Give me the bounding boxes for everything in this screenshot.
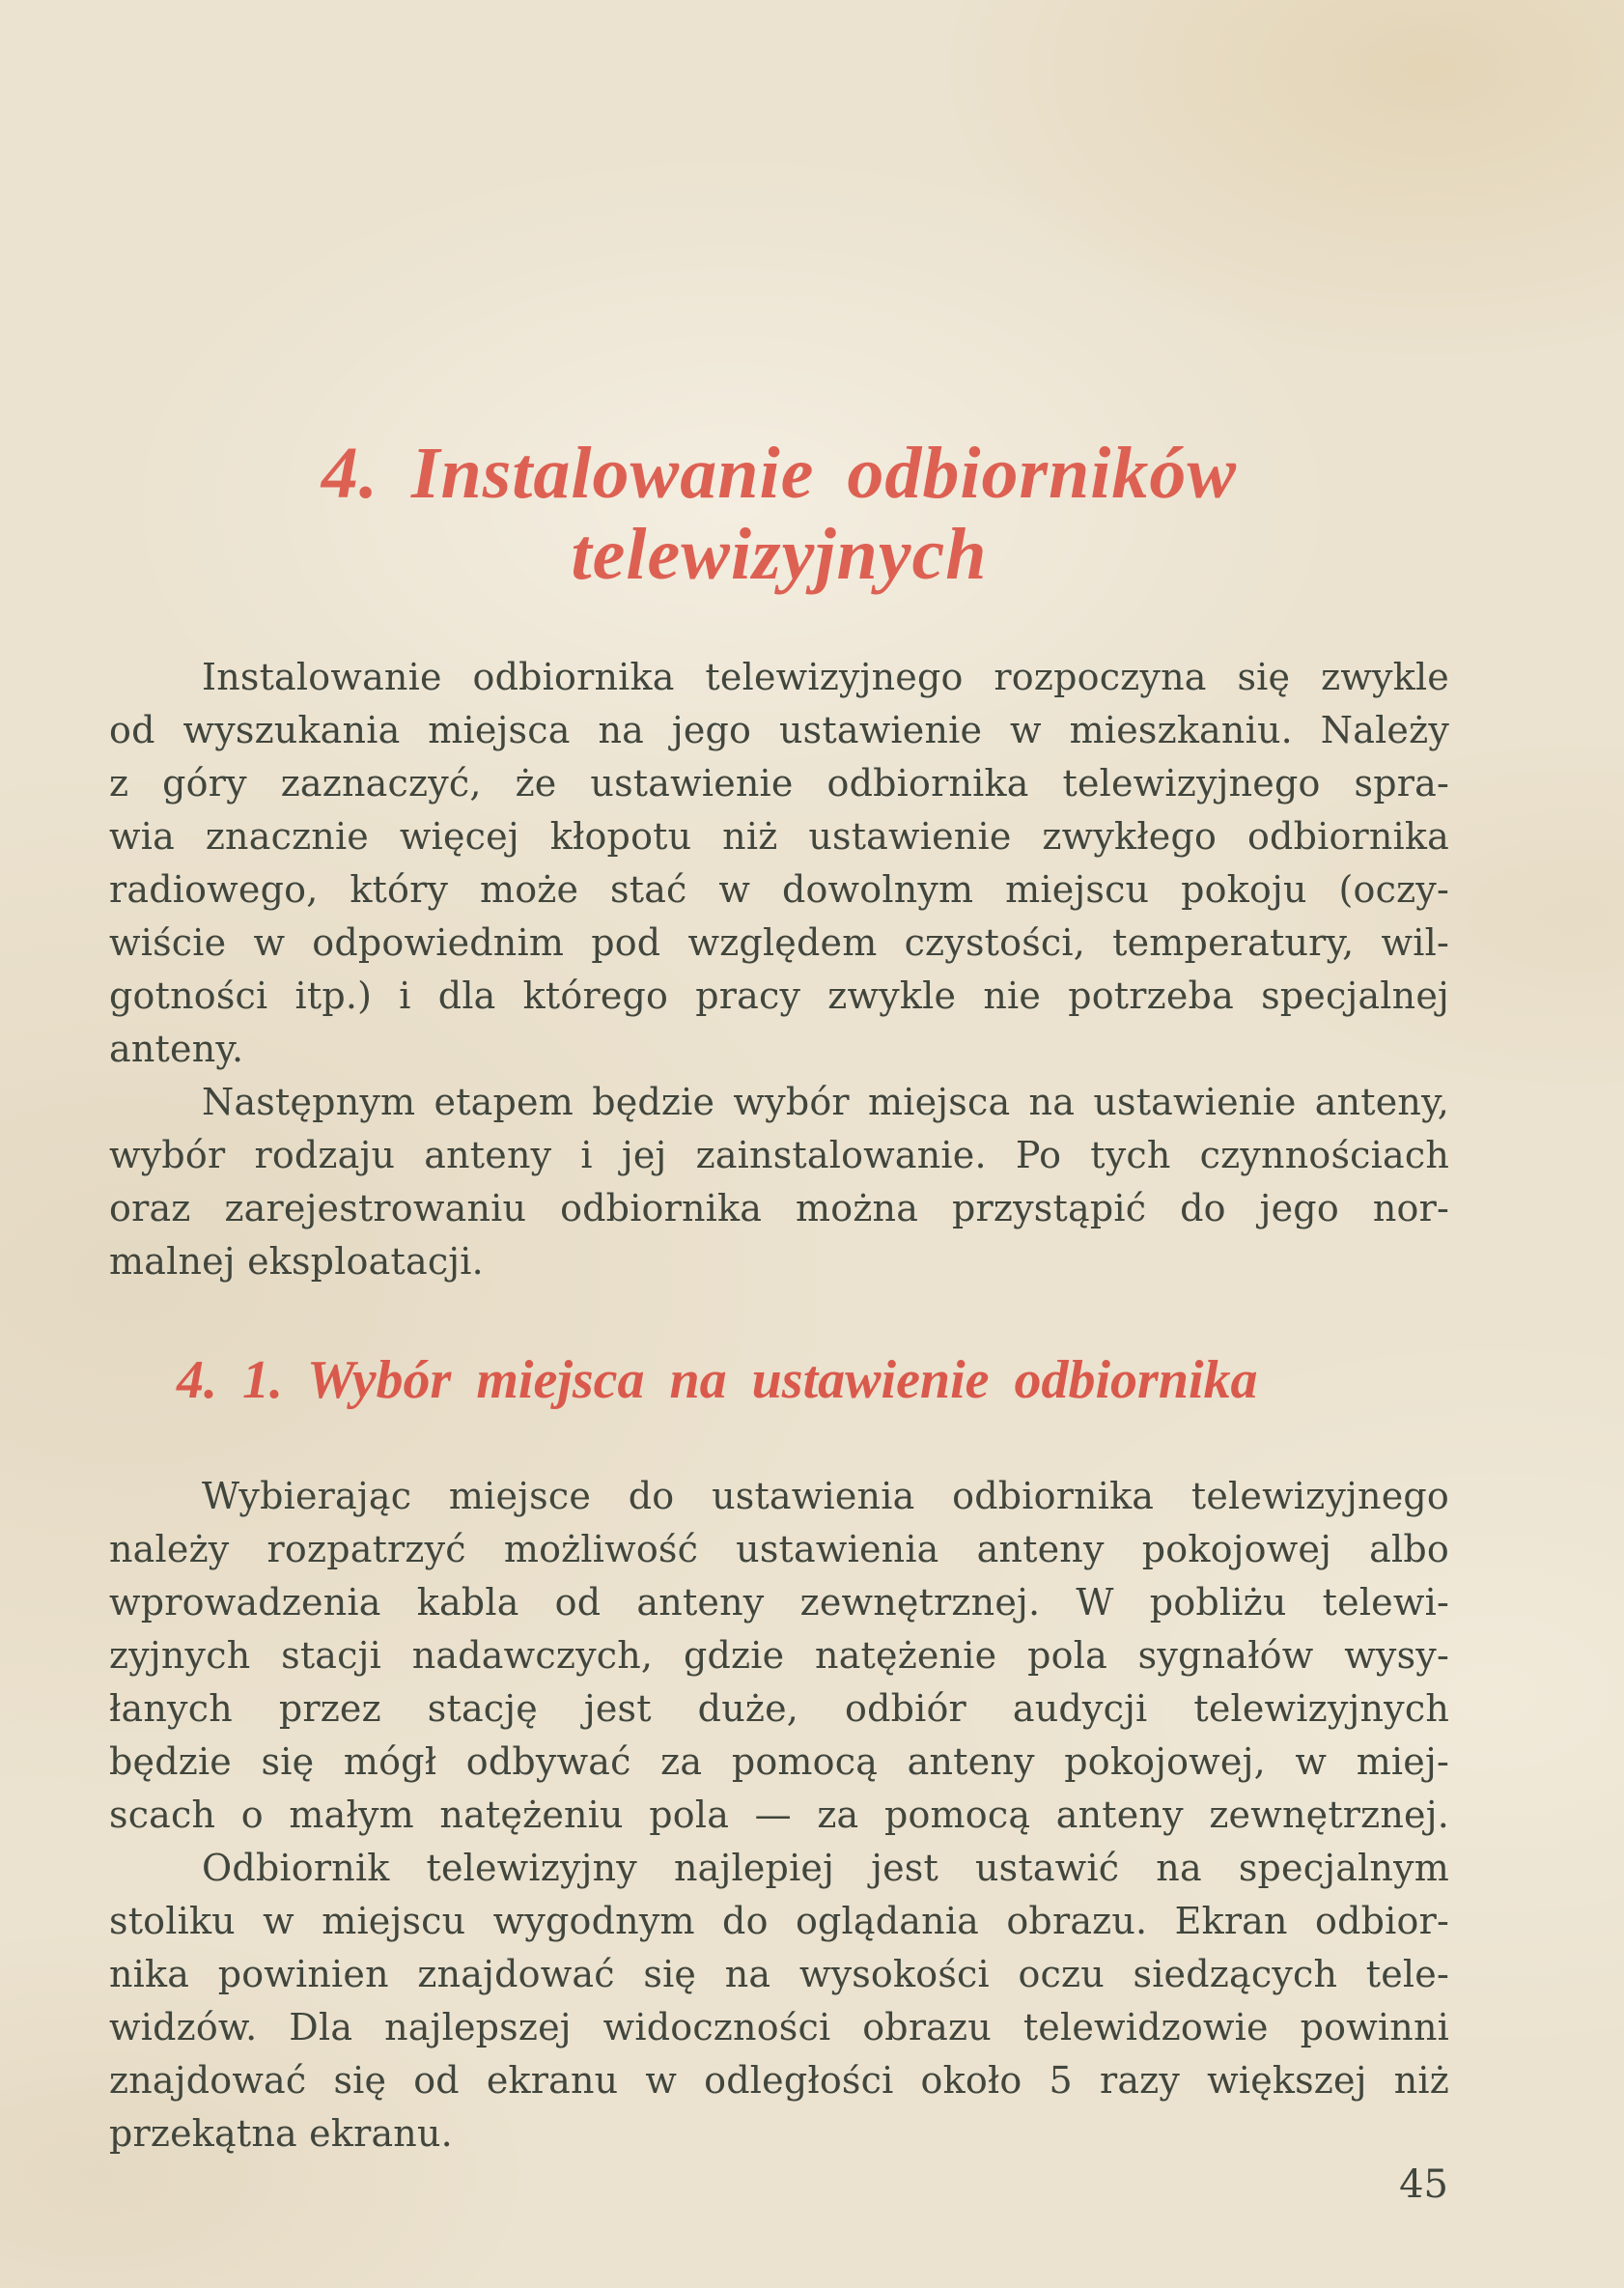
text-line: stoliku w miejscu wygodnym do oglądania obrazu. Ekran odbior- [109, 1900, 1449, 1942]
chapter-heading-line-2: telewizyjnych [571, 514, 988, 595]
text-line: malnej eksploatacji. [109, 1240, 484, 1283]
chapter-heading [109, 0, 1449, 595]
text-line: widzów. Dla najlepszej widoczności obrazu telewidzowie powinni [109, 2006, 1449, 2048]
paragraph [109, 1842, 1449, 2161]
text-line: znajdować się od ekranu w odległości około 5 razy większej niż [109, 2059, 1449, 2102]
page-number: 45 [1399, 2162, 1448, 2207]
section-paragraphs [109, 1470, 1449, 2161]
paragraph [109, 1076, 1449, 1288]
intro-paragraphs [109, 651, 1449, 1288]
text-line: z góry zaznaczyć, że ustawienie odbiornika telewizyjnego spra- [109, 762, 1449, 805]
text-line: wprowadzenia kabla od anteny zewnętrznej. W pobliżu telewi- [109, 1581, 1449, 1624]
text-line: przekątna ekranu. [109, 2112, 453, 2155]
text-line: anteny. [109, 1028, 244, 1070]
text-line: wybór rodzaju anteny i jej zainstalowanie. Po tych czynnościach [109, 1134, 1449, 1176]
text-line: łanych przez stację jest duże, odbiór audycji telewizyjnych [109, 1687, 1449, 1730]
section-heading: 4. 1. Wybór miejsca na ustawienie odbiornika [177, 1350, 1258, 1410]
text-line: gotności itp.) i dla którego pracy zwykle nie potrzeba specjalnej [109, 975, 1449, 1017]
paragraph [109, 1470, 1449, 1842]
text-line: wiście w odpowiednim pod względem czystości, temperatury, wil- [109, 921, 1449, 964]
text-line: oraz zarejestrowaniu odbiornika można przystąpić do jego nor- [109, 1187, 1449, 1229]
text-line: zyjnych stacji nadawczych, gdzie natężenie pola sygnałów wysy- [109, 1634, 1449, 1677]
text-line: od wyszukania miejsca na jego ustawienie w mieszkaniu. Należy [109, 709, 1449, 751]
paragraph [109, 651, 1449, 1076]
text-line: scach o małym natężeniu pola — za pomocą anteny zewnętrznej. [109, 1794, 1449, 1836]
text-line: Odbiornik telewizyjny najlepiej jest ustawić na specjalnym [202, 1847, 1449, 1889]
text-line: będzie się mógł odbywać za pomocą anteny pokojowej, w miej- [109, 1740, 1449, 1783]
chapter-heading-line-1: 4. Instalowanie odbiorników [321, 433, 1238, 514]
text-line: Wybierając miejsce do ustawienia odbiornika telewizyjnego [202, 1475, 1449, 1517]
text-line: Instalowanie odbiornika telewizyjnego rozpoczyna się zwykle [202, 656, 1449, 698]
text-line: nika powinien znajdować się na wysokości oczu siedzących tele- [109, 1953, 1449, 1995]
text-line: należy rozpatrzyć możliwość ustawienia anteny pokojowej albo [109, 1528, 1449, 1570]
text-line: Następnym etapem będzie wybór miejsca na ustawienie anteny, [202, 1081, 1449, 1123]
text-line: radiowego, który może stać w dowolnym miejscu pokoju (oczy- [109, 868, 1449, 911]
text-line: wia znacznie więcej kłopotu niż ustawienie zwykłego odbiornika [109, 815, 1449, 858]
